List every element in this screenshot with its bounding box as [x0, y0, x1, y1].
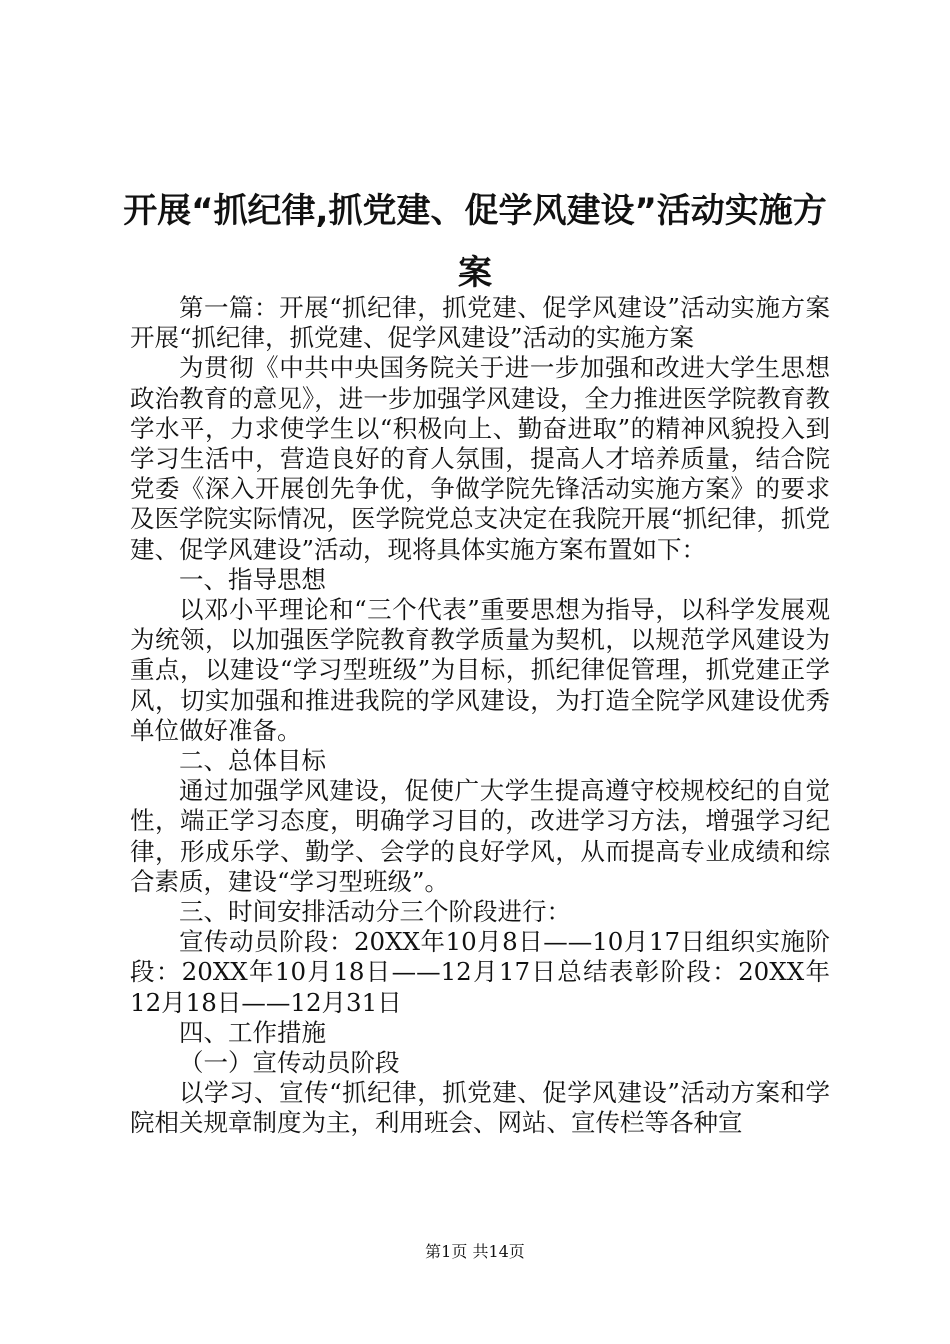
page-number-footer: 第1页 共14页: [425, 1242, 525, 1261]
heading-guiding-ideology: 一、指导思想: [179, 564, 326, 594]
subheading-mobilization: （一）宣传动员阶段: [179, 1048, 400, 1078]
paragraph-overall-goal: 通过加强学风建设，促使广大学生提高遵守校规校纪的自觉性，端正学习态度，明确学习目的，改进学习方法，增强学习纪律，形成乐学、勤学、会学的良好学风，从而提高专业成绩和综合素质，建设“学习型班级”。: [130, 776, 830, 896]
paragraph-schedule: 宣传动员阶段：20XX年10月8日——10月17日组织实施阶段：20XX年10月18日——12月17日总结表彰阶段：20XX年12月18日——12月31日: [130, 927, 830, 1017]
heading-overall-goal: 二、总体目标: [179, 746, 326, 776]
paragraph-purpose: 为贯彻《中共中央国务院关于进一步加强和改进大学生思想政治教育的意见》，进一步加强学风建设，全力推进医学院教育教学水平，力求使学生以“积极向上、勤奋进取”的精神风貌投入到学习生活中，营造良好的育人氛围，提高人才培养质量，结合院党委《深入开展创先争优，争做学院先锋活动实施方案》的要求及医学院实际情况，医学院党总支决定在我院开展“抓纪律，抓党建、促学风建设”活动，现将具体实施方案布置如下：: [130, 353, 830, 564]
heading-work-measures: 四、工作措施: [179, 1017, 326, 1047]
paragraph-mobilization: 以学习、宣传“抓纪律，抓党建、促学风建设”活动方案和学院相关规章制度为主，利用班会、网站、宣传栏等各种宣: [130, 1078, 830, 1138]
document-body: [130, 293, 830, 1139]
document-title: 开展“抓纪律,抓党建、促学风建设”活动实施方案: [123, 191, 827, 293]
paragraph-intro: 第一篇：开展“抓纪律，抓党建、促学风建设”活动实施方案开展“抓纪律，抓党建、促学风建设”活动的实施方案: [130, 293, 830, 353]
paragraph-guiding-ideology: 以邓小平理论和“三个代表”重要思想为指导，以科学发展观为统领，以加强医学院教育教学质量为契机，以规范学风建设为重点，以建设“学习型班级”为目标，抓纪律促管理，抓党建正学风，切实加强和推进我院的学风建设，为打造全院学风建设优秀单位做好准备。: [130, 595, 830, 745]
heading-schedule: 三、时间安排活动分三个阶段进行：: [179, 897, 571, 927]
